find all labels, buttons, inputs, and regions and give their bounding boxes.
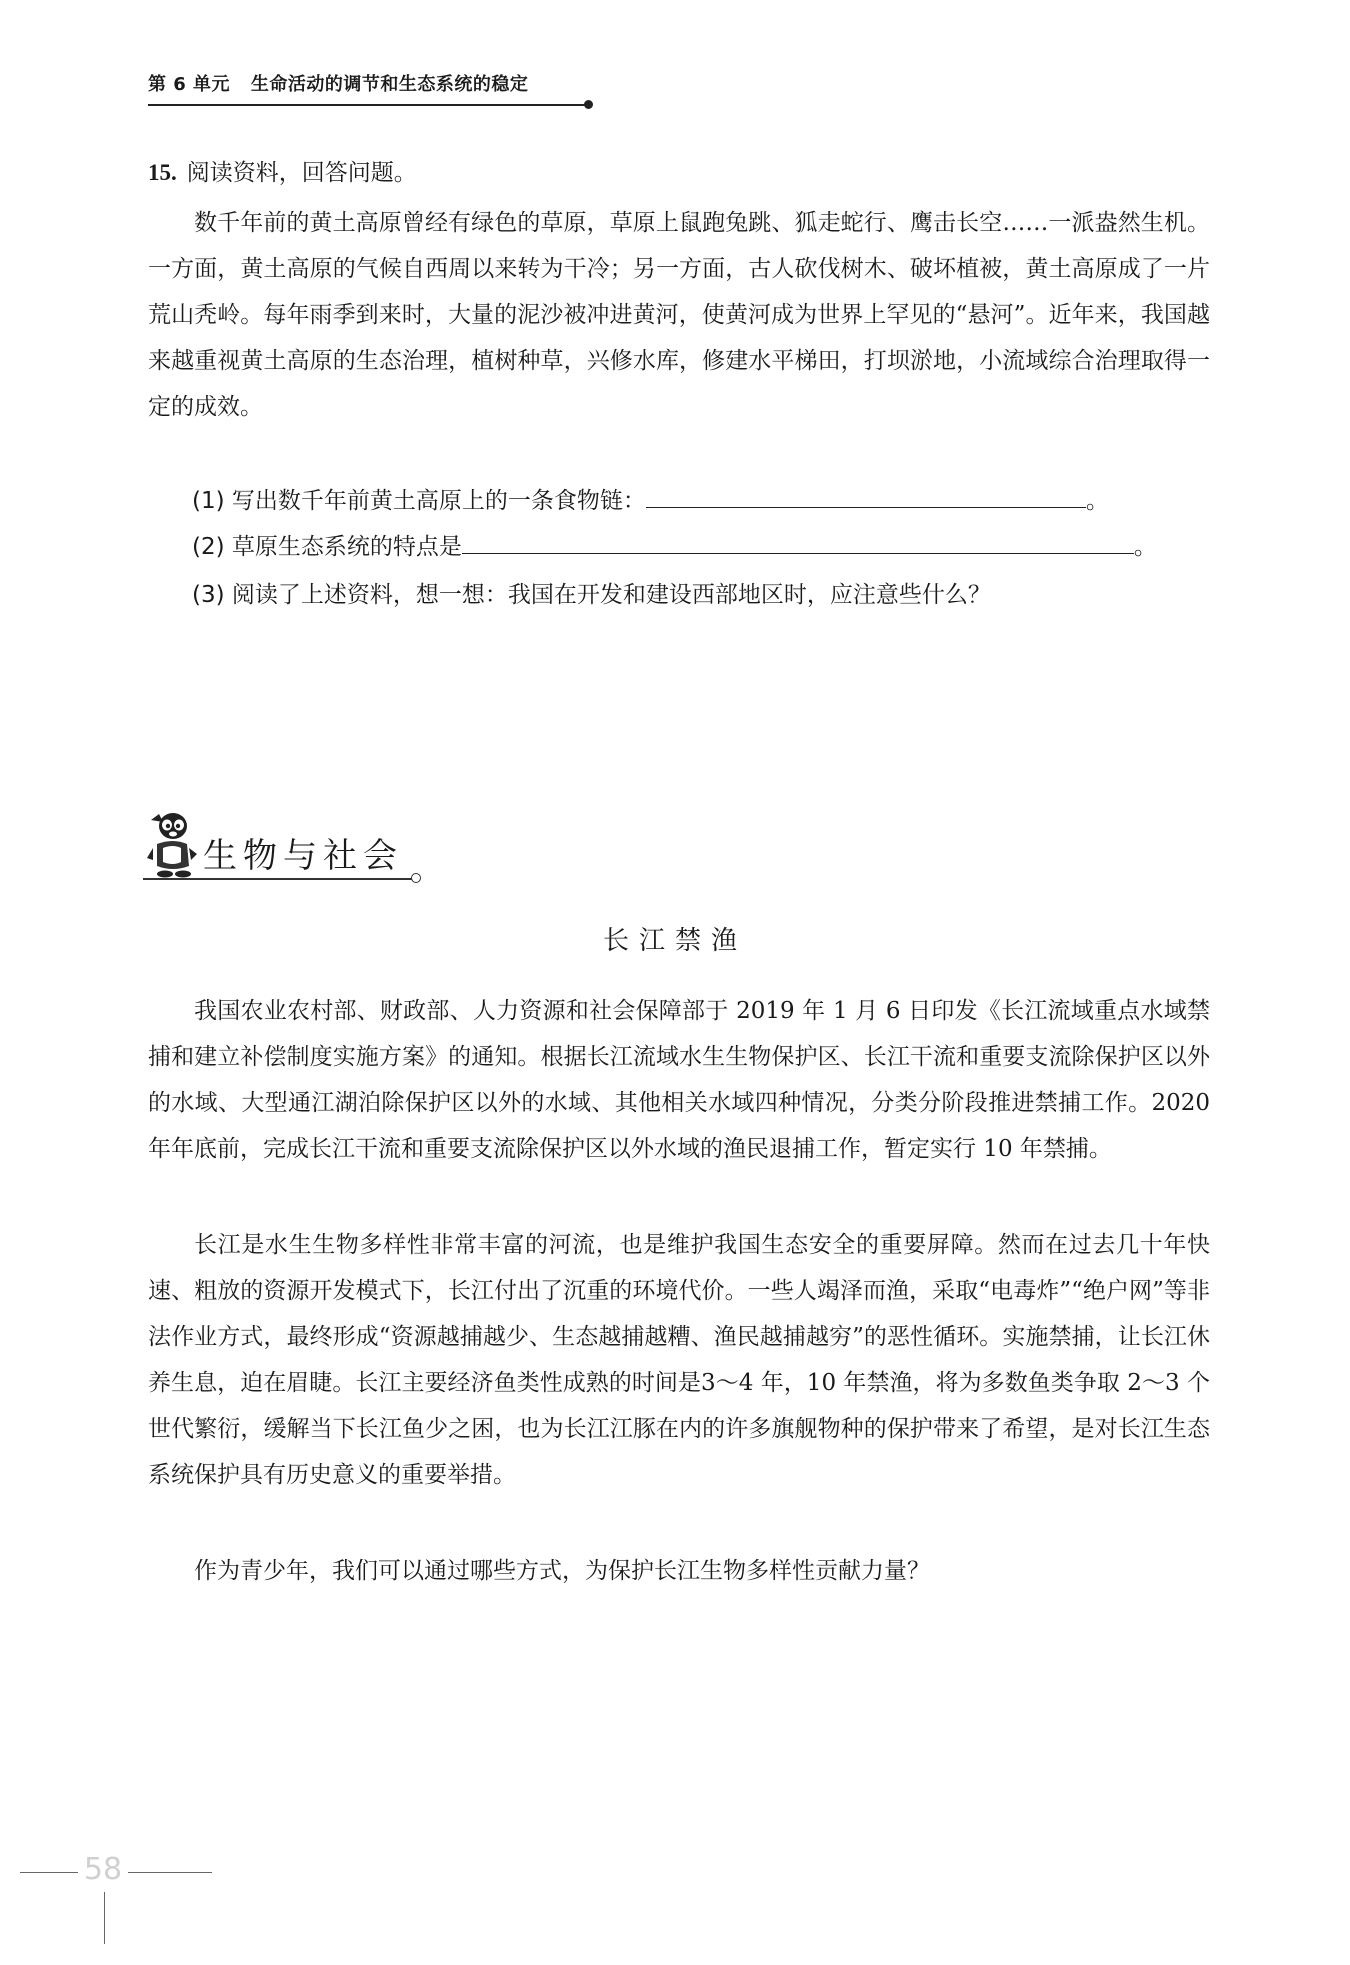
article-paragraph-1: 我国农业农村部、财政部、人力资源和社会保障部于 2019 年 1 月 6 日印发《长江流域重点水域禁捕和建立补偿制度实施方案》的通知。根据长江流域水生生物保护区、长江干流和重要支流除保护区以外的水域、大型通江湖泊除保护区以外的水域、其他相关水域四种情况，分类分阶段推进禁捕工作。2020 年年底前，完成长江干流和重要支流除保护区以外水域的渔民退捕工作，暂定实行 10 年禁捕。 [148,998,1210,1162]
question-passage: 数千年前的黄土高原曾经有绿色的草原，草原上鼠跑兔跳、狐走蛇行、鹰击长空……一派盎然生机。一方面，黄土高原的气候自西周以来转为干冷；另一方面，古人砍伐树木、破坏植被，黄土高原成了一片荒山秃岭。每年雨季到来时，大量的泥沙被冲进黄河，使黄河成为世界上罕见的“悬河”。近年来，我国越来越重视黄土高原的生态治理，植树种草，兴修水库，修建水平梯田，打坝淤地，小流域综合治理取得一定的成效。 [148,210,1210,420]
unit-label: 第 6 单元 [148,74,231,95]
question-heading [148,150,1208,196]
article-paragraph-2: 长江是水生生物多样性非常丰富的河流，也是维护我国生态安全的重要屏障。然而在过去几十年快速、粗放的资源开发模式下，长江付出了沉重的环境代价。一些人竭泽而渔，采取“电毒炸”“绝户网”等非法作业方式，最终形成“资源越捕越少、生态越捕越糟、渔民越捕越穷”的恶性循环。实施禁捕，让长江休养生息，迫在眉睫。长江主要经济鱼类性成熟的时间是3～4 年，10 年禁渔，将为多数鱼类争取 2～3 个世代繁衍，缓解当下长江鱼少之困，也为长江江豚在内的许多旗舰物种的保护带来了希望，是对长江生态系统保护具有历史意义的重要举措。 [148,1232,1210,1488]
article-title: 长江禁渔 [602,926,747,956]
sub-question-1 [192,482,1109,515]
article-paragraph-3: 作为青少年，我们可以通过哪些方式，为保护长江生物多样性贡献力量？ [194,1558,930,1584]
sub-question-2-period: 。 [1133,534,1157,560]
sub-question-1-text: (1) 写出数千年前黄土高原上的一条食物链： [192,488,646,514]
header-rule [148,104,588,106]
sub-question-3-text: (3) 阅读了上述资料，想一想：我国在开发和建设西部地区时，应注意些什么？ [192,582,991,608]
question-prompt: 阅读资料，回答问题。 [186,160,417,186]
sub-question-2 [192,528,1157,561]
header-rule-dot [584,100,593,109]
page-number: 58 [78,1852,128,1892]
question-number: 15. [148,160,177,185]
sub-question-3 [192,576,991,609]
mascot-icon [143,808,199,878]
unit-title: 生命活动的调节和生态系统的稳定 [250,74,529,95]
sub-question-1-period: 。 [1085,488,1109,514]
page-header [148,70,588,96]
section-rule-ring [411,873,421,883]
answer-blank-2[interactable] [462,533,1134,554]
sub-question-2-text: (2) 草原生态系统的特点是 [192,534,462,560]
section-title: 生物与社会 [203,836,403,876]
section-rule [143,878,413,880]
answer-blank-1[interactable] [646,487,1086,508]
